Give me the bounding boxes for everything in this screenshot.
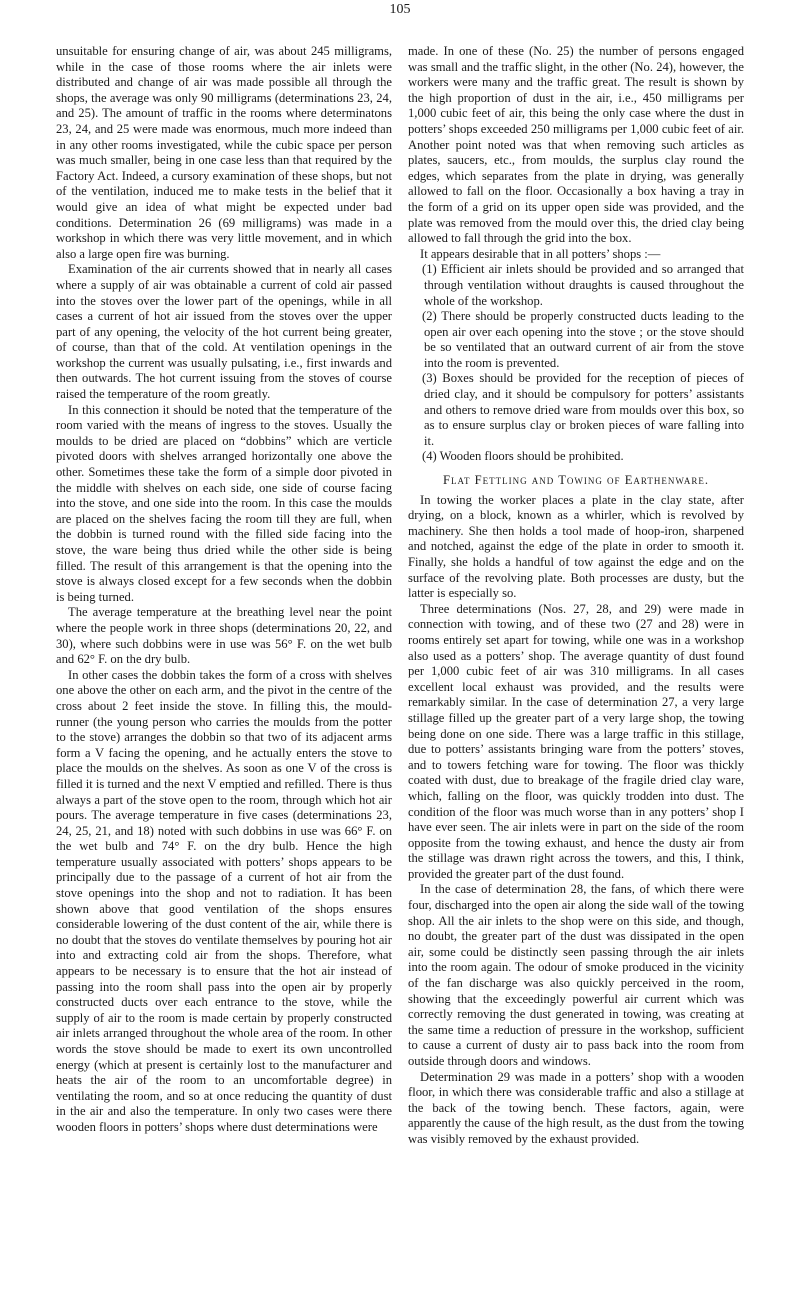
list-item: (3) Boxes should be provided for the reception of pieces of dried clay, and it should be compulsory for potters’ assistants and others to remove dried ware from moulds over this box, so as to ensure surplus clay or broken pieces of ware falling into it.	[422, 371, 744, 448]
paragraph: unsuitable for ensuring change of air, was about 245 milligrams, while in the case of those rooms where the air inlets were distributed and change of air was made possible all through the shops, the average was only 90 milligrams (determinations 23, 24, and 25). The amount of traffic in the rooms where determinatons 23, 24, and 25 were made was enormous, much more indeed than in any other rooms investigated, while the cubic space per person was much smaller, being in one case less than that required by the Factory Act. Indeed, a cursory examination of these shops, but not of the ventilation, induced me to make tests in the belief that it would give an idea of what might be expected under bad conditions. Determination 26 (69 milligrams) was made in a workshop in which there was very little movement, and in which also a large open fire was burning.	[56, 44, 392, 261]
left-column	[56, 44, 392, 1136]
paragraph: Determination 29 was made in a potters’ shop with a wooden floor, in which there was considerable traffic and also a stillage at the back of the towing bench. These factors, again, were apparently the cause of the high result, as the dust from the towing was visibly removed by the exhaust provided.	[408, 1069, 744, 1146]
paragraph: In towing the worker places a plate in the clay state, after drying, on a block, known as a whirler, which is revolved by machinery. She then holds a tool made of hoop-iron, sharpened and notched, against the edge of the plate in order to smooth it. Finally, she holds a handful of tow against the edge and on the surface of the revolving plate. Both processes are dusty, but the latter is especially so.	[408, 492, 744, 601]
paragraph: made. In one of these (No. 25) the number of persons engaged was small and the traffic slight, in the other (No. 24), however, the workers were many and the traffic great. The result is shown by the high proportion of dust in the air, i.e., 450 milligrams per 1,000 cubic feet of air, this being the only case where the dust in potters’ shops exceeded 250 milligrams per 1,000 cubic feet of air. Another point noted was that when removing such articles as plates, saucers, etc., from moulds, the surplus clay round the edges, which separates from the plate in drying, was generally allowed to fall on the floor. Occasionally a box having a tray in the form of a grid on its upper open side was provided, and the plate was removed from the mould over this, the dried clay being allowed to fall through the grid into the box.	[408, 44, 744, 246]
section-heading: Flat Fettling and Towing of Earthenware.	[443, 473, 709, 488]
paragraph: Three determinations (Nos. 27, 28, and 29) were made in connection with towing, and of these two (27 and 28) were in rooms entirely set apart for towing, while one was in a workshop also used as a potters’ shop. The average quantity of dust found per 1,000 cubic feet of air was 310 milligrams. In all cases excellent local exhaust was provided, and the results were remarkably similar. In the case of determination 27, a very large stillage filled up the greater part of a very large shop, the towing being done on one side. There was a large traffic in this stillage, due to potters’ assistants bringing ware from the potters’ stoves, and to towers fetching ware for towing. The floor was thickly coated with dust, due to breakage of the fragile dried clay ware, which, falling on the floor, was quickly trodden into dust. The condition of the floor was much worse than in any potters’ shop I have ever seen. The air inlets were in part on the side of the room opposite from the towing exhaust, and hence the dusty air from the stillage was drawn right across the towers, and this, I think, provided the greater part of the dust found.	[408, 601, 744, 881]
page-number: 105	[389, 2, 411, 17]
paragraph: In the case of determination 28, the fans, of which there were four, discharged into the open air along the side wall of the towing shop. All the air inlets to the shop were on this side, and though, no doubt, the greater part of the dust was dissipated in the open air, some could be distinctly seen passing through the air inlets into the room again. The odour of smoke produced in the vicinity of the fan discharge was also quickly perceived in the room, showing that the exceedingly powerful air current which was correctly removing the dust generated in towing, was creating at the same time a reduction of pressure in the workshop, sufficient to cause a current of dusty air to pass back into the room from outside through doors and windows.	[408, 882, 744, 1068]
paragraph: In other cases the dobbin takes the form of a cross with shelves one above the other on each arm, and the pivot in the centre of the cross about 2 feet inside the stove. In filling this, the mould-runner (the young person who carries the moulds from the potter to the stove) arranges the dobbin so that two of its adjacent arms form a V facing the opening, and he actually enters the stove to place the moulds on the shelves. As soon as one V of the cross is filled it is turned and the next V emptied and refilled. There is thus always a part of the stove open to the room, through which hot air pours. The average temperature in five cases (determinations 23, 24, 25, 21, and 18) noted with such dobbins in use was 66° F. on the wet bulb and 74° F. on the dry bulb. Hence the high temperature usually associated with potters’ shops appears to be principally due to the passage of a current of hot air from the stove openings into the shop and not to radiation. It has been shown above that good ventilation of the shops ensures considerable lowering of the dust content of the air, while there is no doubt that the stoves do ventilate themselves by pouring hot air into and extracting cold air from the shops. Therefore, what appears to be necessary is to ensure that the hot air instead of passing into the room shall pass into the open air by properly constructed ducts over each entrance to the stove, while the supply of air to the room is made certain by properly constructed air inlets arranged throughout the whole area of the room. In other words the stove should be made to exert its own uncontrolled energy (which at present is certainly lost to the manufacturer and heats the air of the room to an uncomfortable degree) in ventilating the room, and so at once reducing the quantity of dust in the air and also the temperature. In only two cases were there wooden floors in potters’ shops where dust determinations were	[56, 667, 392, 1134]
list-item: (4) Wooden floors should be prohibited.	[422, 449, 624, 464]
list-item: (2) There should be properly constructed ducts leading to the open air over each opening into the stove ; or the stove should be so ventilated that an outward current of air from the stove into the room is prevented.	[422, 309, 744, 370]
paragraph: The average temperature at the breathing level near the point where the people work in three shops (determinations 20, 22, and 30), where such dobbins were in use was 56° F. on the wet bulb and 62° F. on the dry bulb.	[56, 605, 392, 667]
paragraph: In this connection it should be noted that the temperature of the room varied with the means of ingress to the stoves. Usually the moulds to be dried are placed on “dobbins” which are verticle pivoted doors with shelves arranged horizontally one above the other. Sometimes these take the form of a simple door pivoted in the middle with shelves on each side, one side of course facing into the stove, and one side into the room. In this case the moulds are placed on the shelves facing the room till they are full, when the dobbin is turned round with the filled side facing into the stove, the ware being thus dried while the other side is being filled. The result of this arrangement is that the opening into the stove is always closed except for a few seconds when the dobbin is being turned.	[56, 402, 392, 604]
list-item: (1) Efficient air inlets should be provided and so arranged that through ventilation without draughts is caused throughout the whole of the workshop.	[422, 262, 744, 308]
paragraph: It appears desirable that in all potters’ shops :—	[420, 246, 661, 261]
paragraph: Examination of the air currents showed that in nearly all cases where a supply of air was obtainable a current of cold air passed into the stoves over the lower part of the openings, while in all cases a current of hot air issued from the stoves over the upper part of any opening, the velocity of the hot current being greater, of course, than that of the cold. At ventilation openings in the workshop the current was usually pulsating, i.e., first inwards and then outwards. The hot current issuing from the stoves of course raised the temperature of the room greatly.	[56, 262, 392, 402]
right-column	[408, 44, 744, 1148]
